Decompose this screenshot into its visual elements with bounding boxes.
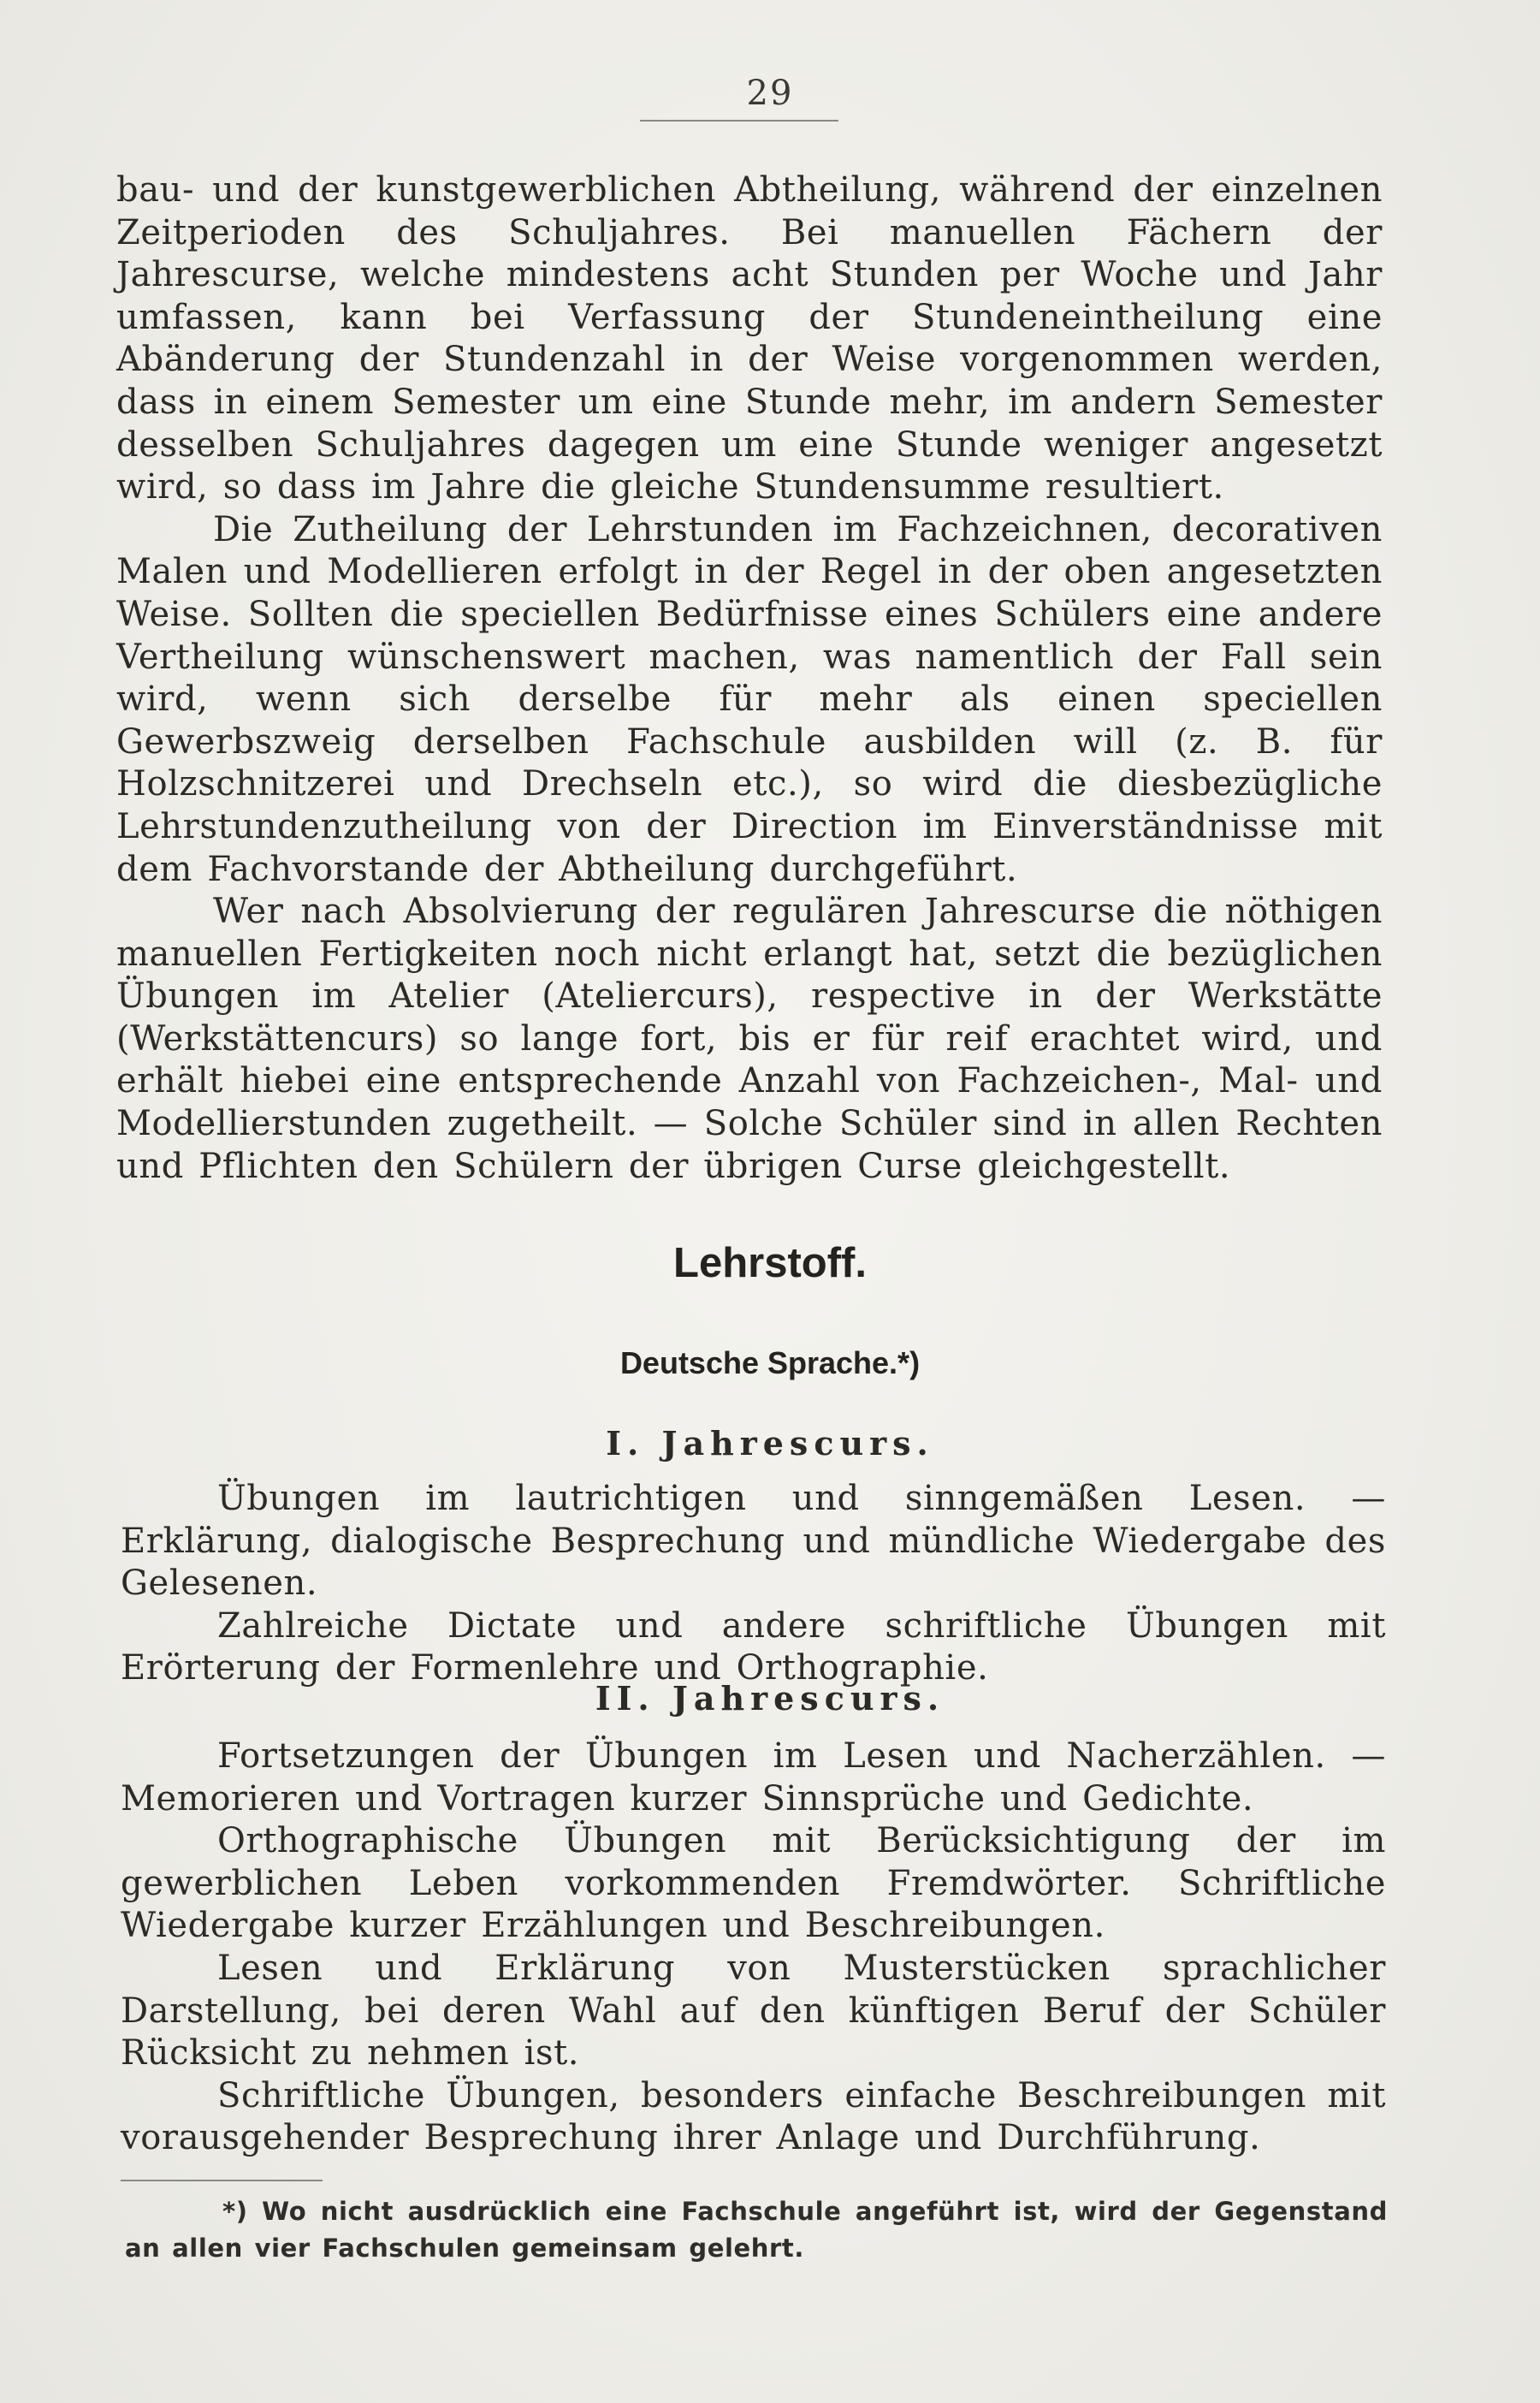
intro-paragraph-3: Wer nach Absolvierung der regulären Jahrescurse die nöthigen manuellen Fertigkeiten noch nicht erlangt hat, setzt die bezüglichen Übungen im Atelier (Ateliercurs), respective in der Werkstätte (Werkstättencurs) so lange fort, bis er für reif erachtet wird, und erhält hiebei eine entsprechende Anzahl von Fachzeichen-, Mal- und Modellierstunden zugetheilt. — Solche Schüler sind in allen Rechten und Pflichten den Schülern der übrigen Curse gleichgestellt. [116,892,1383,1186]
header-rule [640,120,838,122]
section-title: Lehrstoff. [673,1240,867,1286]
intro-paragraph-2: Die Zutheilung der Lehrstunden im Fachzeichnen, decorativen Malen und Modellieren erfolgt in der Regel in der oben angesetzten Weise. Sollten die speciellen Bedürfnisse eines Schülers eine andere Vertheilung wünschenswert machen, was namentlich der Fall sein wird, wenn sich derselbe für mehr als einen speciellen Gewerbszweig derselben Fachschule ausbilden will (z. B. für Holzschnitzerei und Drechseln etc.), so wird die diesbezügliche Lehrstundenzutheilung von der Direction im Einverständnisse mit dem Fachvorstande der Abtheilung durchgeführt. [116,509,1383,889]
course-2-body [121,1736,1386,2160]
subject-title: Deutsche Sprache.*) [619,1345,921,1380]
course-2-paragraph-1: Fortsetzungen der Übungen im Lesen und Nacherzählen. — Memorieren und Vortragen kurzer Sinnsprüche und Gedichte. [121,1736,1386,1819]
intro-paragraph-1: bau- und der kunstgewerblichen Abtheilung, während der einzelnen Zeitperioden des Schuljahres. Bei manuellen Fächern der Jahrescurse, welche mindestens acht Stunden per Woche und Jahr umfassen, kann bei Verfassung der Stundeneintheilung eine Abänderung der Stundenzahl in der Weise vorgenommen werden, dass in einem Semester um eine Stunde mehr, im andern Semester desselben Schuljahres dagegen um eine Stunde weniger angesetzt wird, so dass im Jahre die gleiche Stundensumme resultiert. [116,170,1383,507]
course-2-paragraph-2: Orthographische Übungen mit Berücksichtigung der im gewerblichen Leben vorkommenden Fremdwörter. Schriftliche Wiedergabe kurzer Erzählungen und Beschreibungen. [121,1821,1386,1946]
course-2-title: II. Jahrescurs. [595,1679,945,1718]
course-1-body [121,1478,1386,1690]
intro-text [116,169,1383,1188]
course-1-title: I. Jahrescurs. [606,1424,934,1463]
course-1-paragraph-1: Übungen im lautrichtigen und sinngemäßen Lesen. — Erklärung, dialogische Besprechung und mündliche Wiedergabe des Gelesenen. [121,1479,1386,1604]
footnote-rule [121,2180,323,2181]
course-1-paragraph-2: Zahlreiche Dictate und andere schriftliche Übungen mit Erörterung der Formenlehre und Orthographie. [121,1605,1386,1688]
page-number: 29 [746,74,794,113]
footnote: *) Wo nicht ausdrücklich eine Fachschule angeführt ist, wird der Gegenstand an allen vier Fachschulen gemeinsam gelehrt. [125,2197,1388,2263]
course-2-paragraph-3: Lesen und Erklärung von Musterstücken sprachlicher Darstellung, bei deren Wahl auf den künftigen Beruf der Schüler Rücksicht zu nehmen ist. [121,1948,1386,2074]
course-2-paragraph-4: Schriftliche Übungen, besonders einfache Beschreibungen mit vorausgehender Besprechung ihrer Anlage und Durchführung. [121,2075,1386,2158]
